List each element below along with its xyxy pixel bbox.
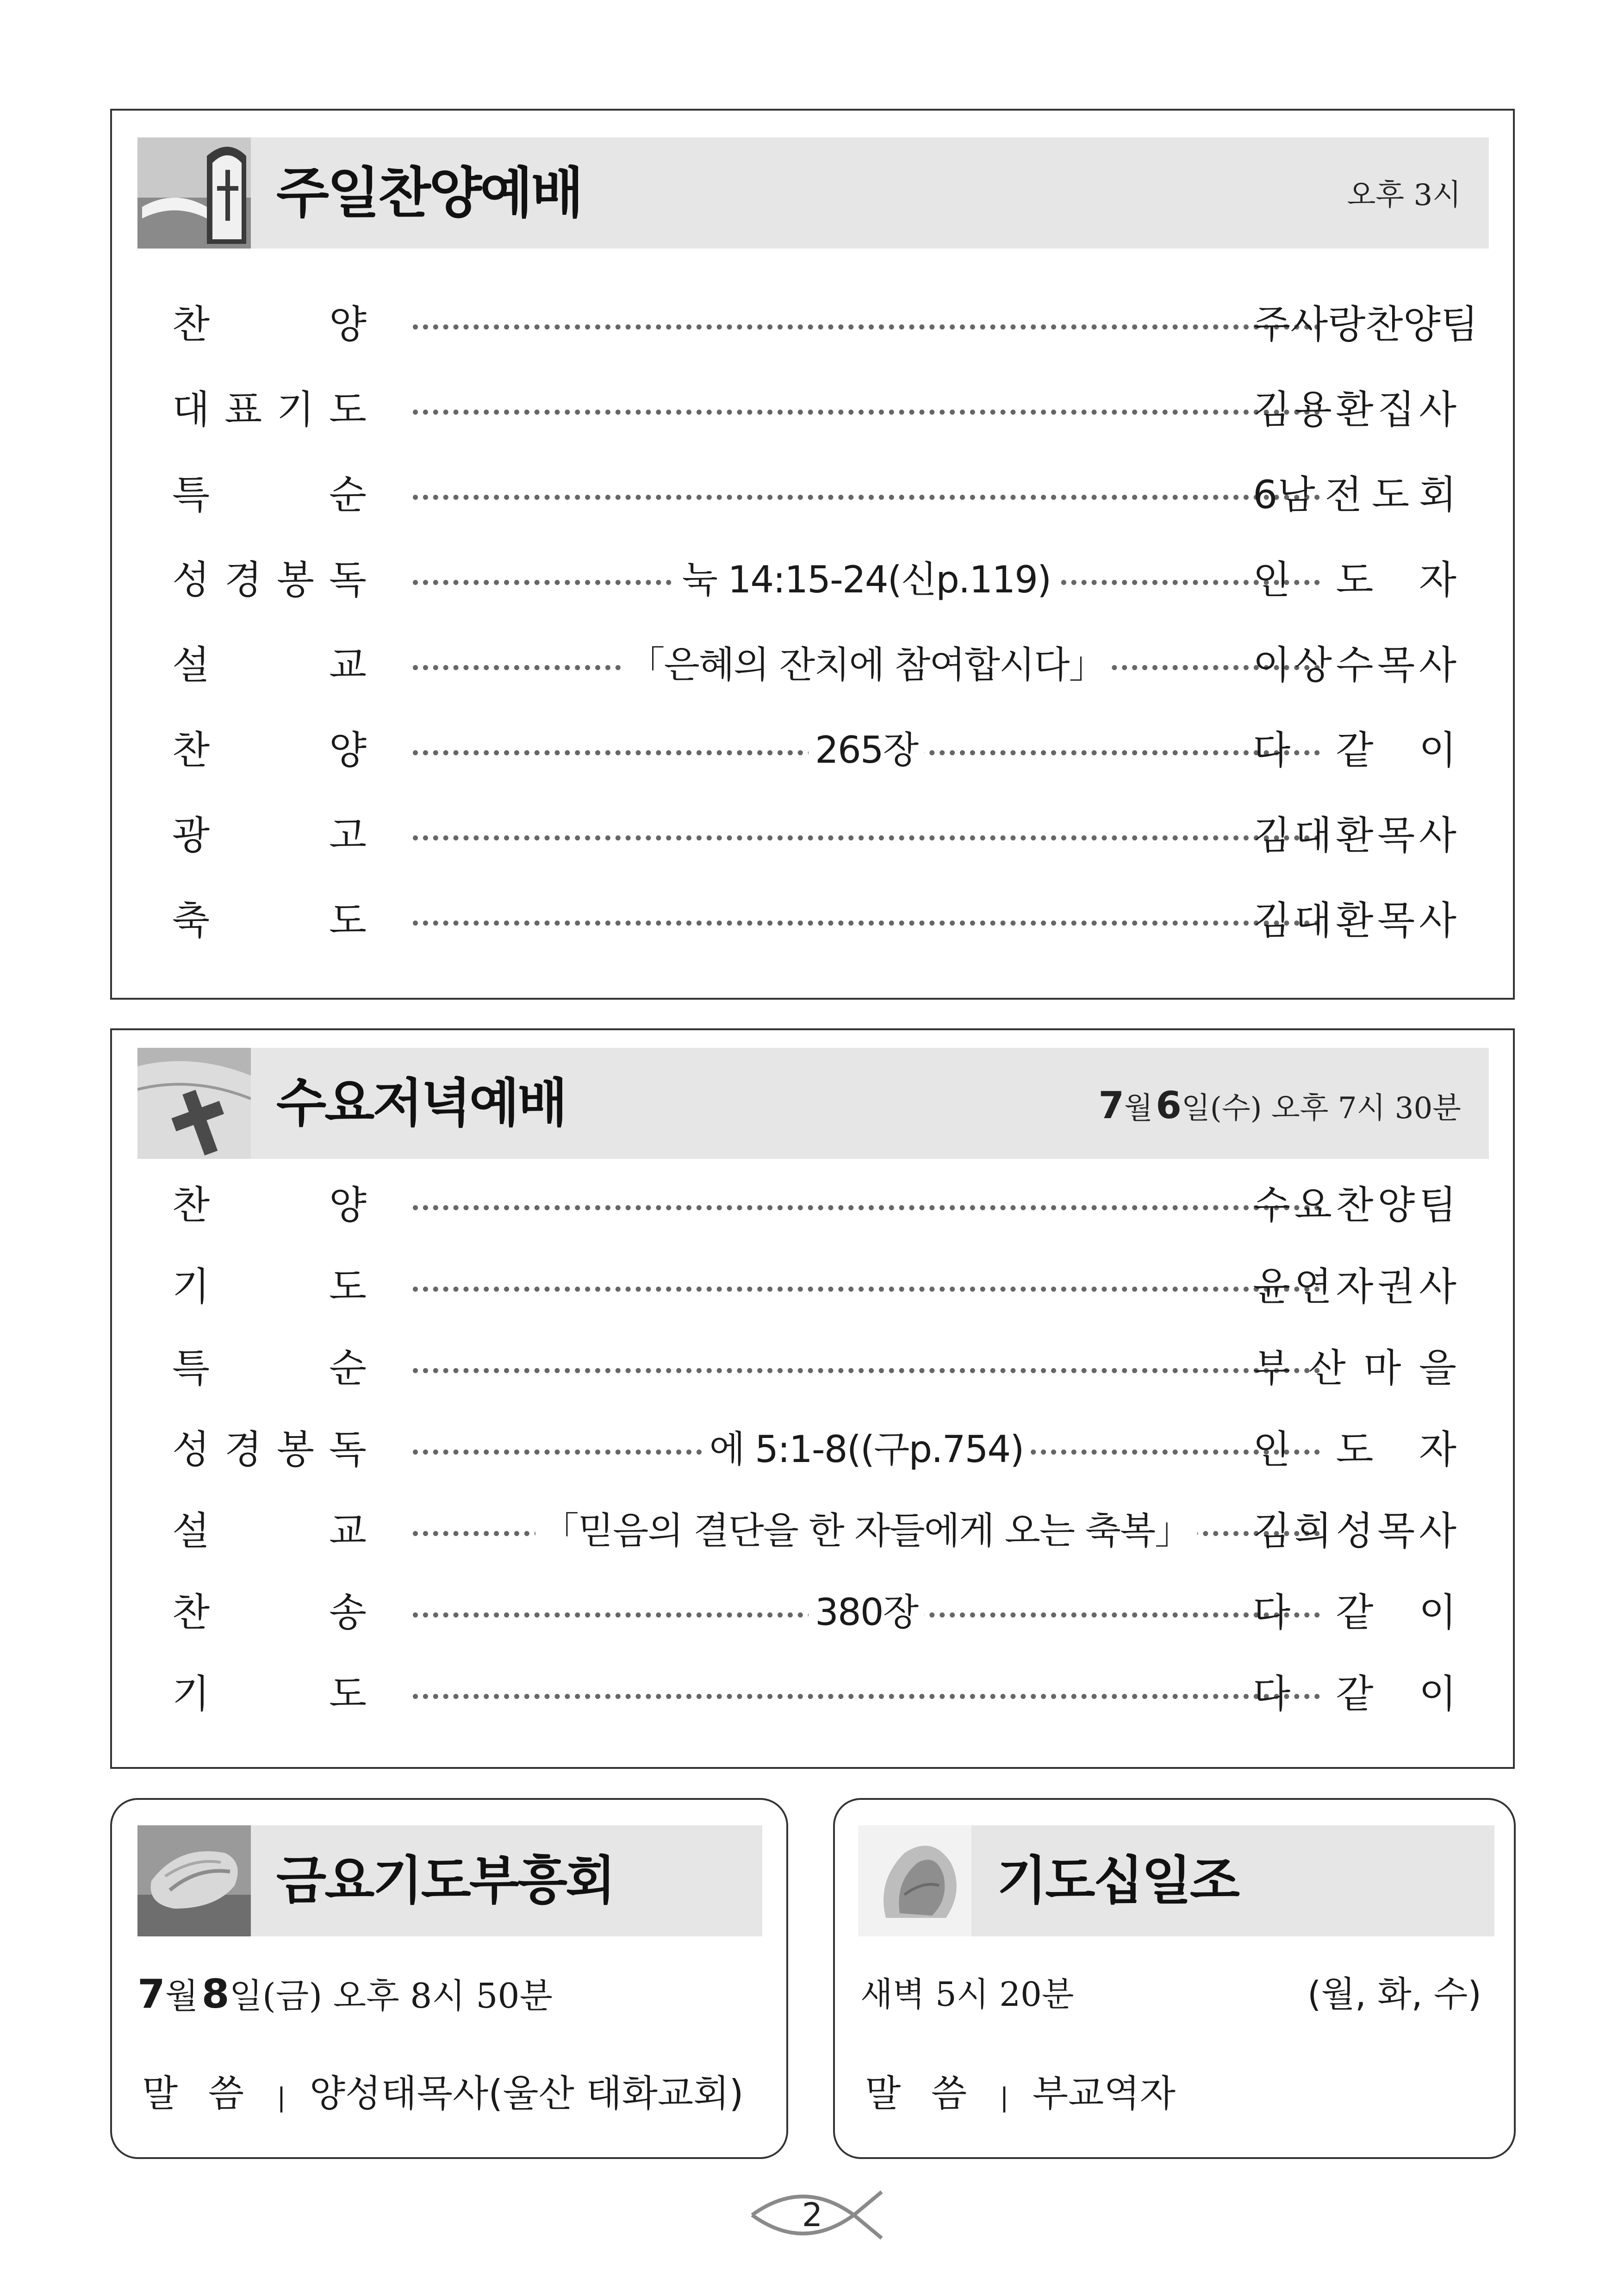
order-leader-part: 사 xyxy=(1419,387,1456,432)
tithe-title: 기도십일조 xyxy=(997,1851,1238,1911)
friday-title: 금요기도부흥회 xyxy=(276,1851,614,1911)
order-label-part: 설 xyxy=(172,1508,210,1554)
page-number: 2 xyxy=(802,2196,823,2234)
order-label-part: 찬 xyxy=(172,1590,210,1635)
order-label-part: 도 xyxy=(329,898,367,943)
wednesday-service-box xyxy=(110,1028,1515,1769)
order-leader-part: 도 xyxy=(1372,472,1410,517)
order-leader-part: 찬 xyxy=(1365,302,1403,347)
wednesday-order-row xyxy=(112,1572,1513,1653)
order-label-part: 특 xyxy=(172,472,210,517)
order-leader xyxy=(1253,1164,1456,1246)
tithe-speaker-line xyxy=(865,2066,1176,2122)
order-label xyxy=(172,1327,367,1409)
friday-date-rest: 일(금) 오후 8시 50분 xyxy=(229,1976,553,2016)
wednesday-order-row xyxy=(112,1164,1513,1246)
leader-dots xyxy=(413,495,1320,500)
order-leader-part: 다 xyxy=(1253,1671,1291,1717)
order-leader-part: 을 xyxy=(1419,1345,1456,1391)
order-leader-part: 양 xyxy=(1403,302,1441,347)
prayer-tithe-box xyxy=(833,1798,1516,2159)
order-label-part: 독 xyxy=(329,557,367,603)
leader-dots xyxy=(413,1205,1320,1210)
order-leader-part: 다 xyxy=(1253,1590,1291,1635)
tithe-days: (월, 화, 수) xyxy=(1307,1973,1481,2015)
order-label xyxy=(172,793,367,878)
leader-dots xyxy=(413,1368,1320,1373)
order-label xyxy=(172,282,367,367)
order-leader xyxy=(1253,878,1456,963)
order-leader-part: 목 xyxy=(1377,813,1415,858)
order-label-part: 축 xyxy=(172,898,210,943)
order-leader xyxy=(1253,1653,1456,1735)
order-label-part: 찬 xyxy=(172,1182,210,1228)
order-leader-part: 사 xyxy=(1290,302,1328,347)
order-leader-part: 인 xyxy=(1253,1427,1291,1472)
order-content: 265장 xyxy=(809,708,924,793)
order-label-part: 봉 xyxy=(276,1427,315,1472)
order-leader xyxy=(1253,708,1456,793)
order-leader-part: 연 xyxy=(1294,1264,1332,1309)
order-label xyxy=(172,1409,367,1490)
order-leader-part: 다 xyxy=(1253,728,1291,773)
order-label xyxy=(172,452,367,537)
friday-month: 7 xyxy=(137,1971,165,2017)
order-leader-part: 사 xyxy=(1419,1508,1456,1554)
order-content: 에 5:1-8((구p.754) xyxy=(703,1409,1030,1490)
wednesday-order-row xyxy=(112,1327,1513,1409)
order-leader-part: 대 xyxy=(1294,898,1332,943)
order-label-part: 기 xyxy=(172,1264,210,1309)
order-leader-part: 같 xyxy=(1336,1590,1374,1635)
order-label-part: 도 xyxy=(329,1264,367,1309)
leader-dots xyxy=(413,1694,1320,1699)
friday-prayer-header xyxy=(137,1825,762,1936)
page-title: 주일찬양예배 xyxy=(276,161,582,225)
order-content: 「믿음의 결단을 한 자들에게 오는 축복」 xyxy=(535,1490,1197,1572)
order-label-part: 기 xyxy=(276,387,315,432)
order-content: 눅 14:15-24(신p.119) xyxy=(676,537,1058,622)
order-leader xyxy=(1253,1409,1456,1490)
order-label xyxy=(172,1653,367,1735)
order-leader-part: 사 xyxy=(1419,642,1456,688)
order-label-part: 성 xyxy=(172,557,210,603)
separator: | xyxy=(277,2083,286,2113)
order-label-part: 도 xyxy=(329,1671,367,1717)
order-label-part: 특 xyxy=(172,1345,210,1391)
order-label-part: 순 xyxy=(329,472,367,517)
order-label-part: 표 xyxy=(224,387,262,432)
order-leader-part: 상 xyxy=(1294,642,1332,688)
friday-day: 8 xyxy=(201,1971,230,2017)
order-label xyxy=(172,1246,367,1327)
order-leader-part: 찬 xyxy=(1336,1182,1374,1228)
wednesday-service-header xyxy=(137,1048,1489,1159)
order-leader-part: 전 xyxy=(1325,472,1363,517)
order-leader-part: 대 xyxy=(1294,813,1332,858)
order-label-part: 광 xyxy=(172,813,210,858)
order-leader xyxy=(1253,452,1456,537)
order-label-part: 양 xyxy=(329,728,367,773)
order-leader-part: 같 xyxy=(1336,1671,1374,1717)
order-leader-part: 환 xyxy=(1336,898,1374,943)
order-label xyxy=(172,367,367,452)
order-content: 「은혜의 잔치에 참여합시다」 xyxy=(622,622,1112,708)
order-label xyxy=(172,537,367,622)
order-leader-part: 성 xyxy=(1336,1508,1374,1554)
order-leader-part: 김 xyxy=(1253,813,1291,858)
order-label-part: 찬 xyxy=(172,302,210,347)
date-day: 6 xyxy=(1156,1084,1182,1127)
sunday-service-box xyxy=(110,109,1515,1000)
order-leader-part: 도 xyxy=(1336,1427,1374,1472)
order-leader-part: 마 xyxy=(1363,1345,1401,1391)
order-leader-part: 양 xyxy=(1377,1182,1415,1228)
order-leader xyxy=(1253,1246,1456,1327)
order-leader-part: 같 xyxy=(1336,728,1374,773)
order-label-part: 경 xyxy=(224,557,262,603)
service-date xyxy=(1098,1048,1461,1159)
order-leader-part: 목 xyxy=(1377,898,1415,943)
speaker-name: 양성태목사(울산 태화교회) xyxy=(309,2072,744,2115)
order-leader-part: 환 xyxy=(1336,813,1374,858)
order-label-part: 대 xyxy=(172,387,210,432)
order-leader xyxy=(1253,282,1478,367)
order-label-part: 교 xyxy=(329,642,367,688)
order-leader-part: 팀 xyxy=(1440,302,1478,347)
order-leader-part: 목 xyxy=(1377,642,1415,688)
order-leader-part: 희 xyxy=(1294,1508,1332,1554)
order-label-part: 성 xyxy=(172,1427,210,1472)
order-label xyxy=(172,878,367,963)
order-label-part: 교 xyxy=(329,1508,367,1554)
order-label-part: 봉 xyxy=(276,557,315,603)
order-leader-part: 6남 xyxy=(1253,472,1315,517)
order-label-part: 양 xyxy=(329,1182,367,1228)
folded-hands-image xyxy=(858,1825,971,1936)
order-leader-part: 권 xyxy=(1377,1264,1415,1309)
date-month-unit: 월 xyxy=(1124,1091,1153,1126)
order-leader-part: 환 xyxy=(1336,387,1374,432)
wednesday-order-row xyxy=(112,1409,1513,1490)
order-leader xyxy=(1253,793,1456,878)
order-label-part: 독 xyxy=(329,1427,367,1472)
order-leader-part: 집 xyxy=(1377,387,1415,432)
word-label: 말 씀 xyxy=(142,2072,253,2115)
order-leader-part: 이 xyxy=(1253,642,1291,688)
order-leader xyxy=(1253,537,1456,622)
order-leader xyxy=(1253,1327,1456,1409)
order-leader-part: 사 xyxy=(1419,1264,1456,1309)
order-leader-part: 인 xyxy=(1253,557,1291,603)
sunday-order-row xyxy=(112,708,1513,793)
order-leader-part: 김 xyxy=(1253,898,1291,943)
wednesday-order-row xyxy=(112,1653,1513,1735)
word-label: 말 씀 xyxy=(865,2072,976,2115)
order-leader-part: 이 xyxy=(1419,1590,1456,1635)
order-label-part: 설 xyxy=(172,642,210,688)
order-label xyxy=(172,1164,367,1246)
order-leader-part: 랑 xyxy=(1328,302,1366,347)
order-label-part: 찬 xyxy=(172,728,210,773)
sunday-order-row xyxy=(112,793,1513,878)
sunday-order-row xyxy=(112,282,1513,367)
order-label xyxy=(172,708,367,793)
order-label-part: 순 xyxy=(329,1345,367,1391)
order-leader xyxy=(1253,1490,1456,1572)
friday-schedule xyxy=(137,1966,553,2022)
leader-dots xyxy=(413,921,1320,926)
date-rest: 일(수) 오후 7시 30분 xyxy=(1181,1091,1461,1126)
order-leader-part: 자 xyxy=(1336,1264,1374,1309)
order-leader-part: 수 xyxy=(1253,1182,1291,1228)
sunday-service-header xyxy=(137,137,1489,249)
sunday-order-row xyxy=(112,878,1513,963)
friday-speaker-line xyxy=(142,2066,744,2122)
chapel-window-image xyxy=(137,137,251,249)
sunday-order-row xyxy=(112,367,1513,452)
tithe-time: 새벽 5시 20분 xyxy=(860,1975,1074,2014)
order-content: 380장 xyxy=(809,1572,924,1653)
order-leader-part: 이 xyxy=(1419,1671,1456,1717)
order-leader-part: 주 xyxy=(1253,302,1291,347)
order-label-part: 도 xyxy=(329,387,367,432)
order-leader-part: 자 xyxy=(1419,1427,1456,1472)
order-label-part: 고 xyxy=(329,813,367,858)
sunday-order-list xyxy=(112,282,1513,963)
order-label-part: 송 xyxy=(329,1590,367,1635)
order-leader xyxy=(1253,622,1456,708)
date-month: 7 xyxy=(1098,1084,1125,1127)
order-leader-part: 팀 xyxy=(1419,1182,1456,1228)
order-leader-part: 윤 xyxy=(1253,1264,1291,1309)
order-leader-part: 회 xyxy=(1419,472,1456,517)
wednesday-title: 수요저녁예배 xyxy=(276,1073,566,1133)
order-label-part: 양 xyxy=(329,302,367,347)
order-leader-part: 산 xyxy=(1308,1345,1346,1391)
wednesday-order-row xyxy=(112,1246,1513,1327)
leader-dots xyxy=(413,324,1320,330)
order-leader-part: 부 xyxy=(1253,1345,1291,1391)
order-leader-part: 도 xyxy=(1336,557,1374,603)
speaker-name: 부교역자 xyxy=(1032,2072,1176,2115)
order-leader-part: 사 xyxy=(1419,813,1456,858)
friday-prayer-box xyxy=(110,1798,788,2159)
order-leader xyxy=(1253,1572,1456,1653)
order-leader-part: 이 xyxy=(1419,728,1456,773)
wednesday-order-list xyxy=(112,1164,1513,1761)
order-leader-part: 요 xyxy=(1294,1182,1332,1228)
leader-dots xyxy=(413,1287,1320,1292)
friday-month-unit: 월 xyxy=(165,1976,199,2016)
order-leader-part: 용 xyxy=(1294,387,1332,432)
order-label xyxy=(172,1490,367,1572)
leader-dots xyxy=(413,410,1320,415)
sunday-order-row xyxy=(112,537,1513,622)
separator: | xyxy=(1000,2083,1009,2113)
order-leader-part: 김 xyxy=(1253,387,1291,432)
sunday-order-row xyxy=(112,622,1513,708)
order-label xyxy=(172,1572,367,1653)
praying-hands-image xyxy=(137,1825,251,1936)
order-leader-part: 목 xyxy=(1377,1508,1415,1554)
wednesday-order-row xyxy=(112,1490,1513,1572)
sunday-order-row xyxy=(112,452,1513,537)
order-label-part: 경 xyxy=(224,1427,262,1472)
order-leader-part: 수 xyxy=(1336,642,1374,688)
order-leader xyxy=(1253,367,1456,452)
order-label xyxy=(172,622,367,708)
order-label-part: 기 xyxy=(172,1671,210,1717)
order-leader-part: 자 xyxy=(1419,557,1456,603)
page-number-fish xyxy=(747,2183,886,2247)
service-time: 오후 3시 xyxy=(1347,178,1461,212)
prayer-tithe-header xyxy=(858,1825,1494,1936)
order-leader-part: 사 xyxy=(1419,898,1456,943)
order-leader-part: 김 xyxy=(1253,1508,1291,1554)
bible-cross-image xyxy=(137,1048,251,1159)
leader-dots xyxy=(413,835,1320,840)
